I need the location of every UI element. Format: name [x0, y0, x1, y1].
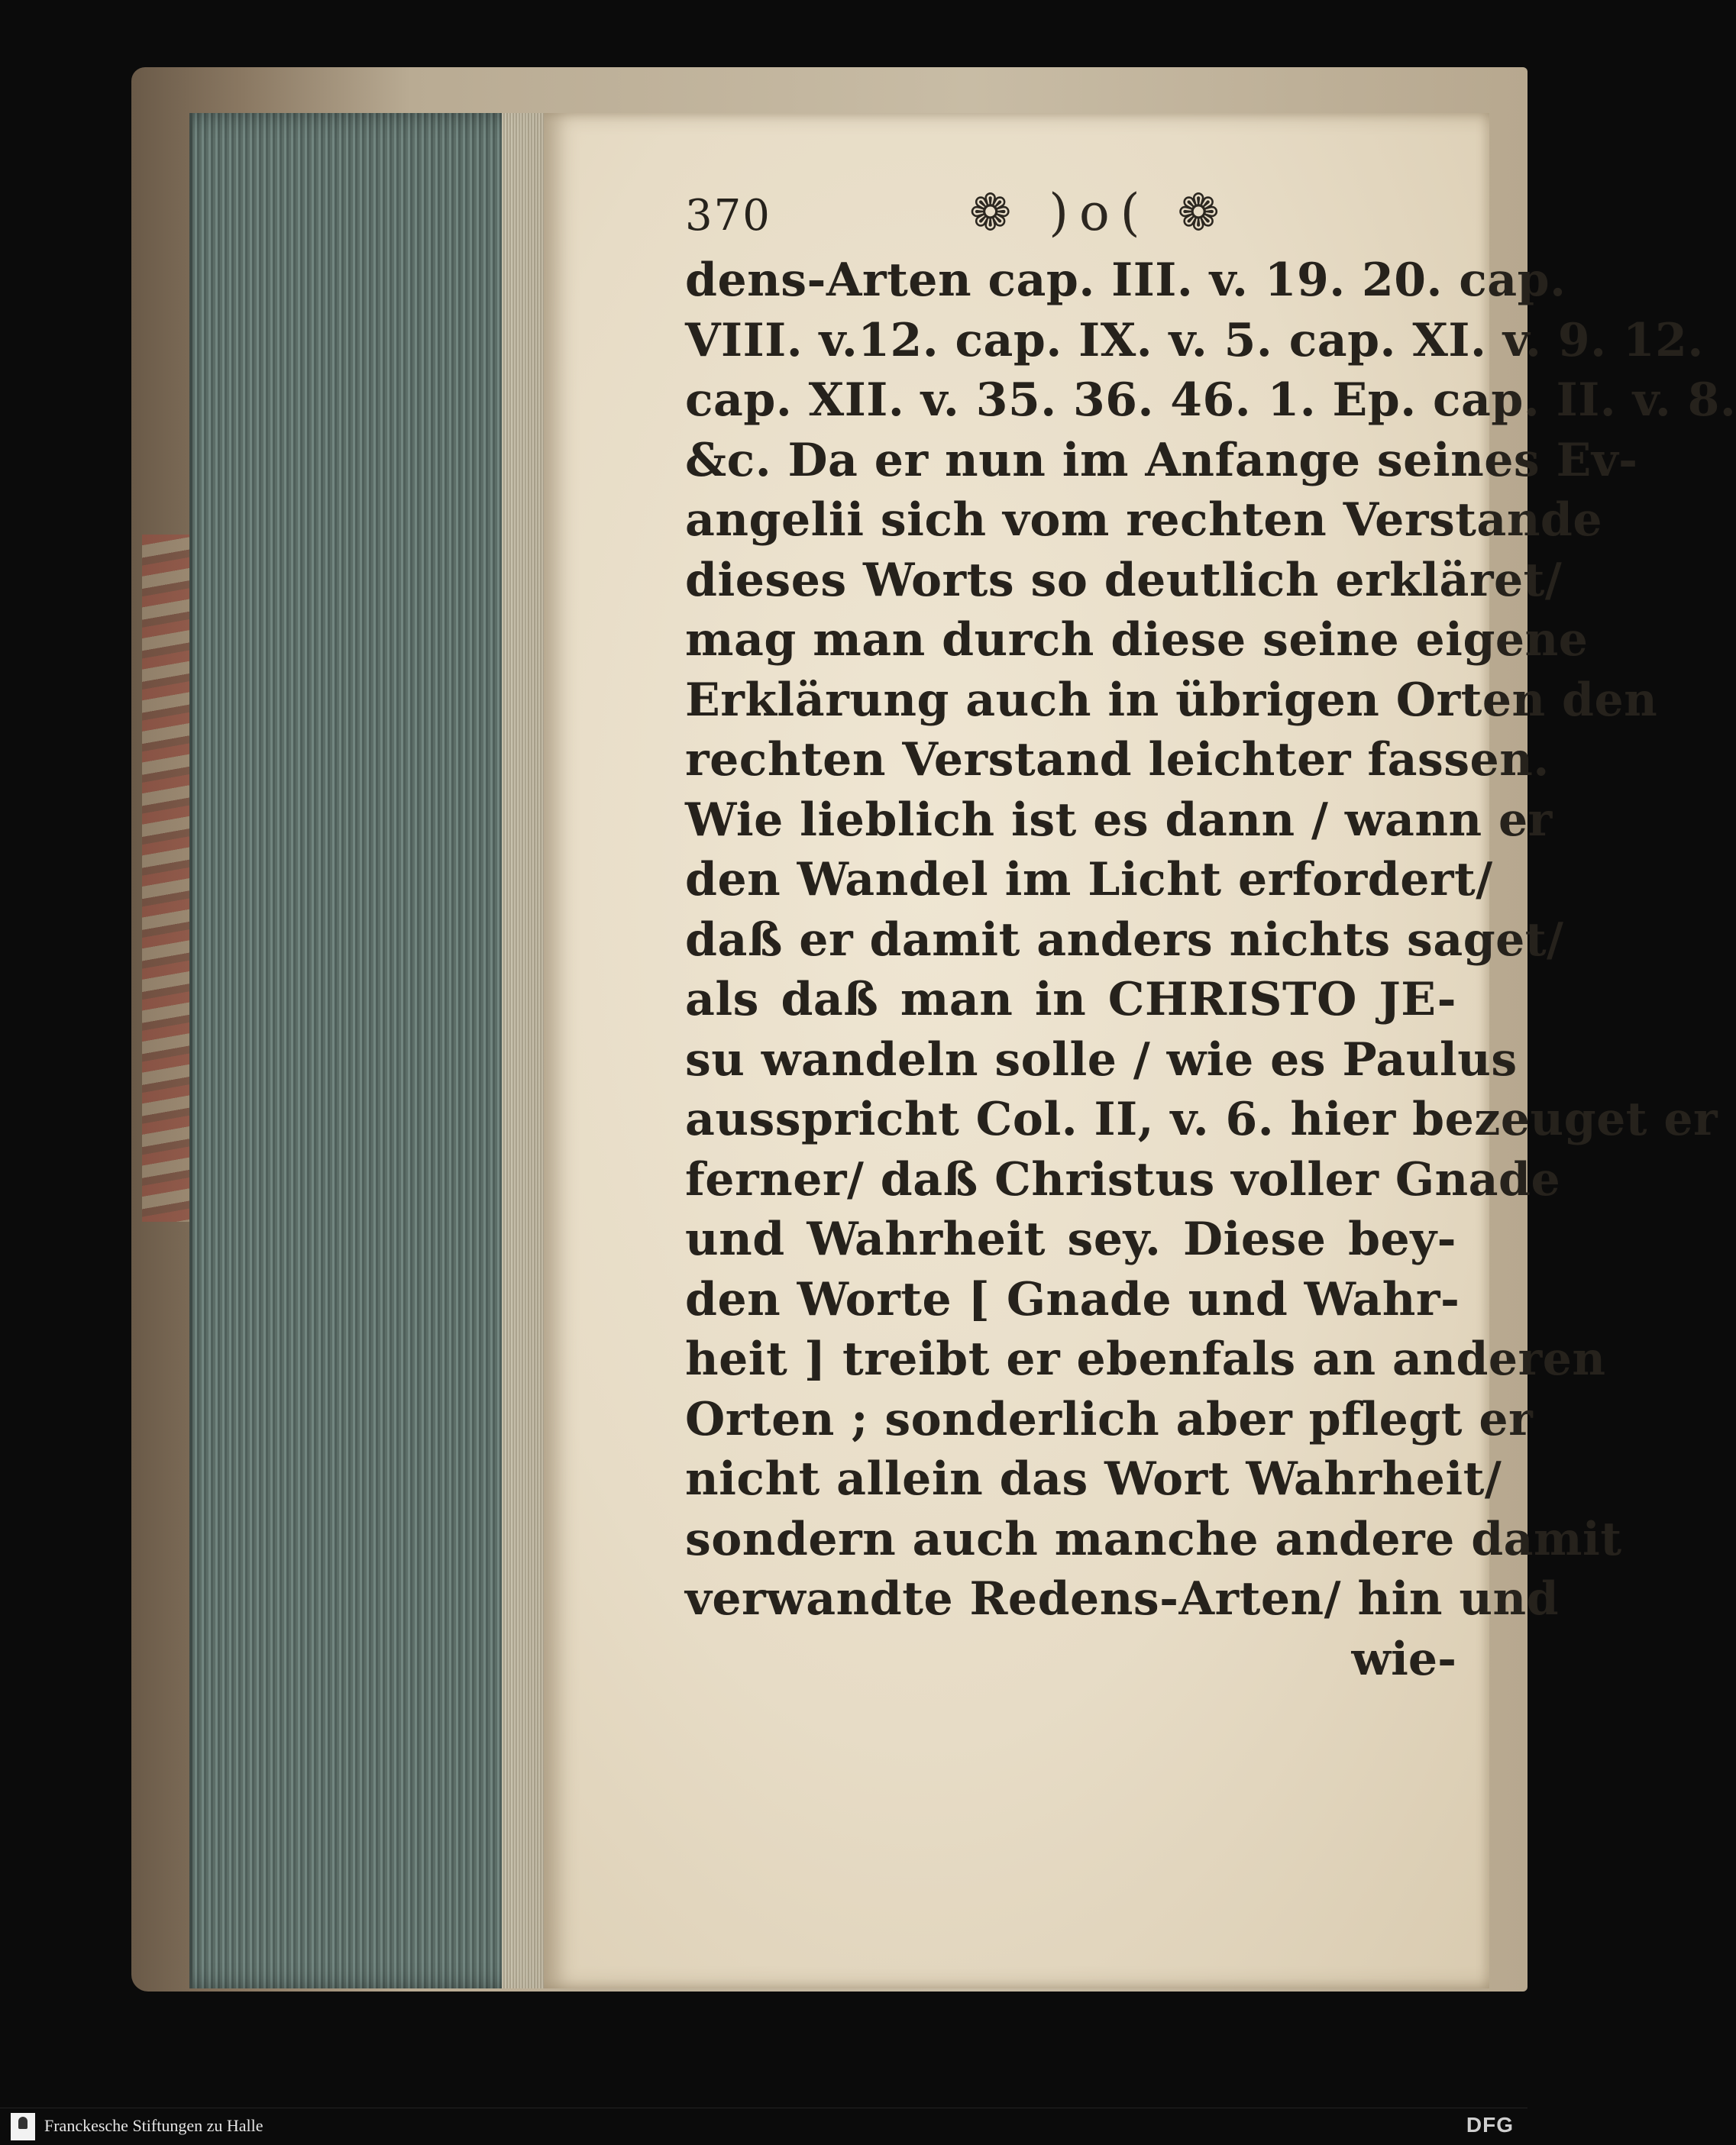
- text-line: su wandeln solle / wie es Paulus: [685, 1032, 1518, 1087]
- text-line: Orten ; sonderlich aber pflegt er: [685, 1392, 1534, 1446]
- body-text: [685, 250, 1736, 1630]
- marbled-edge: [142, 535, 196, 1222]
- catchword: wie-: [1351, 1632, 1456, 1686]
- viewer-footer: [0, 2108, 1527, 2145]
- text-line: &c. Da er nun im Anfange seines Ev-: [685, 433, 1638, 487]
- institution-name: Franckesche Stiftungen zu Halle: [44, 2116, 263, 2135]
- text-line: mag man durch diese seine eigene: [685, 613, 1589, 667]
- text-line: rechten Verstand leichter fassen.: [685, 733, 1550, 787]
- text-line: VIII. v.12. cap. IX. v. 5. cap. XI. v. 9. 12.: [685, 313, 1704, 367]
- text-line: und Wahrheit sey. Diese bey-: [685, 1213, 1456, 1266]
- page-header: [685, 180, 1456, 250]
- page-number: 370: [685, 191, 771, 241]
- text-line: daß er damit anders nichts saget/: [685, 913, 1564, 967]
- book-page: [544, 113, 1736, 1988]
- text-line: verwandte Redens-Arten/ hin und: [685, 1572, 1560, 1626]
- text-line: dieses Worts so deutlich erkläret/: [685, 553, 1563, 607]
- text-line: den Wandel im Licht erfordert/: [685, 853, 1493, 906]
- text-line: Wie lieblich ist es dann / wann er: [685, 793, 1553, 847]
- text-line: ferner/ daß Christus voller Gnade: [685, 1152, 1561, 1207]
- page-edges: [189, 113, 548, 1988]
- text-line: nicht allein das Wort Wahrheit/: [685, 1452, 1502, 1506]
- dfg-logo: DFG: [1466, 2113, 1514, 2137]
- institution-logo-icon: [11, 2113, 35, 2140]
- text-line: cap. XII. v. 35. 36. 46. 1. Ep. cap. II. v. 8.: [685, 373, 1736, 427]
- text-line: ausspricht Col. II, v. 6. hier bezeuget er: [685, 1093, 1718, 1146]
- text-line: Erklärung auch in übrigen Orten den: [685, 673, 1658, 727]
- text-line: heit ] treibt er ebenfals an anderen: [685, 1333, 1606, 1386]
- text-line: sondern auch manche andere damit: [685, 1512, 1622, 1566]
- text-line: angelii sich vom rechten Verstande: [685, 493, 1603, 547]
- text-block: [685, 180, 1736, 1689]
- text-line: als daß man in CHRISTO JE-: [685, 973, 1456, 1026]
- text-line: dens-Arten cap. III. v. 19. 20. cap.: [685, 254, 1566, 307]
- text-line: den Worte [ Gnade und Wahr-: [685, 1272, 1460, 1326]
- header-ornament: ❁ )o( ❁: [969, 183, 1230, 242]
